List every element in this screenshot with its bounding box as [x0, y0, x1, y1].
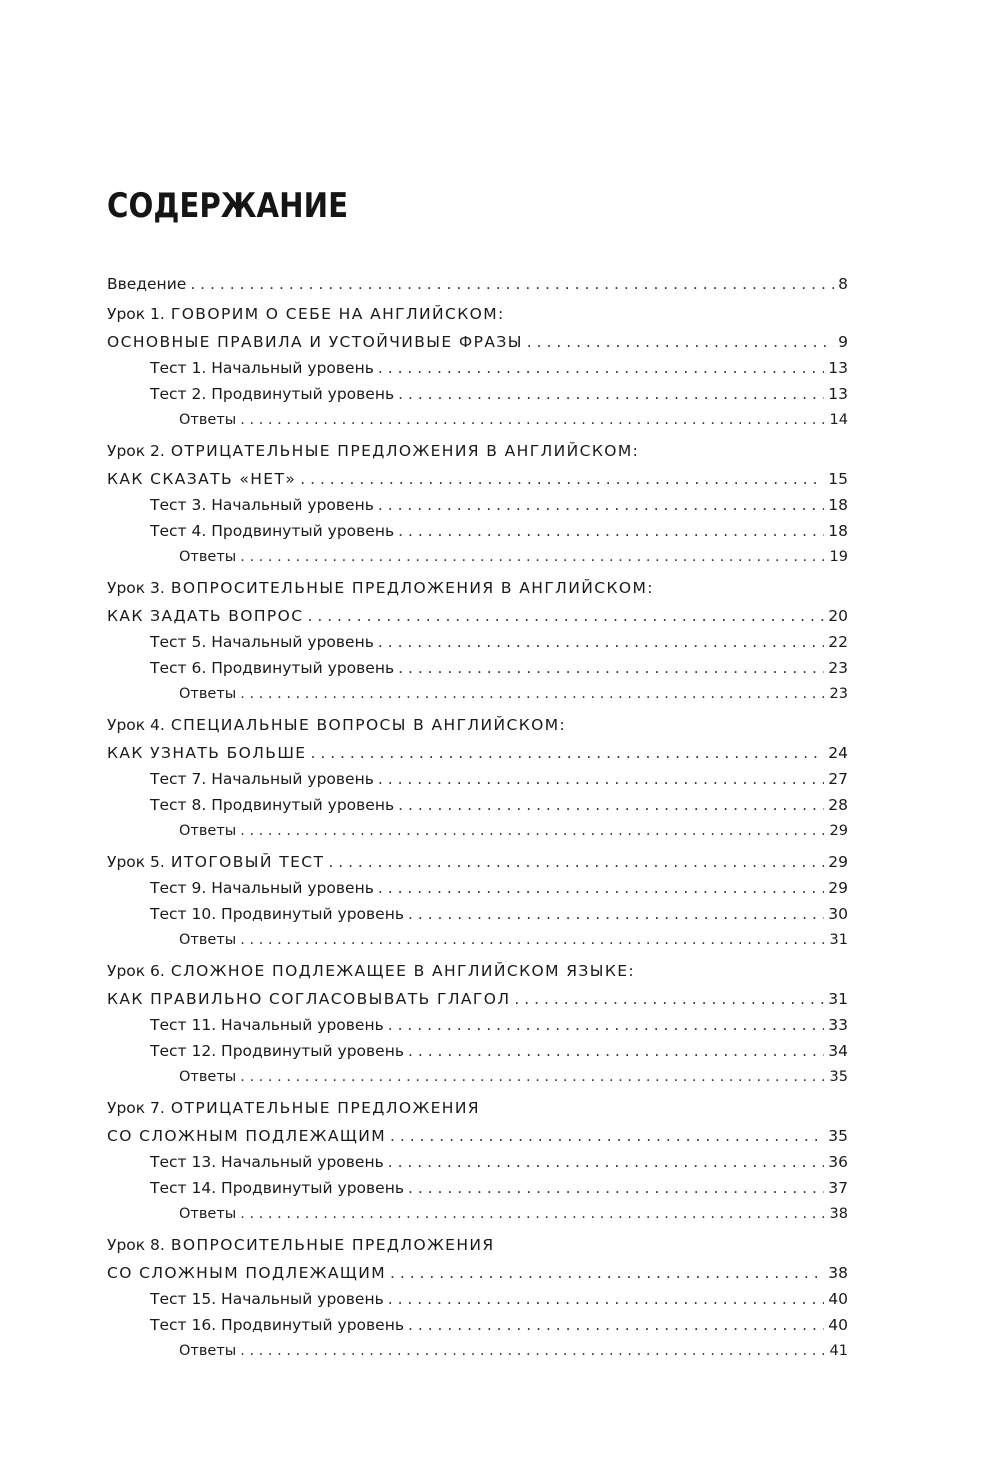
test-label: Тест 11. Начальный уровень	[150, 1016, 384, 1034]
toc-entry-answers[interactable]	[179, 1339, 848, 1363]
toc-entry-test[interactable]	[150, 382, 848, 406]
dot-leader	[240, 1065, 825, 1089]
toc-entry-test[interactable]	[150, 656, 848, 680]
toc-entry-answers[interactable]	[179, 819, 848, 843]
entry-label: Введение	[107, 275, 187, 293]
answers-label: Ответы	[179, 549, 237, 565]
toc-entry-test[interactable]	[150, 493, 848, 517]
dot-leader	[311, 741, 825, 765]
page-number: 24	[828, 744, 848, 762]
page-number: 13	[828, 359, 848, 377]
dot-leader	[240, 819, 825, 843]
page-number: 31	[828, 990, 848, 1008]
dot-leader	[398, 656, 824, 680]
dot-leader	[388, 1150, 825, 1174]
answers-label: Ответы	[179, 1206, 237, 1222]
lesson-heading-line1	[107, 1233, 495, 1257]
test-label: Тест 7. Начальный уровень	[150, 770, 374, 788]
page-number: 30	[828, 905, 848, 923]
test-label: Тест 5. Начальный уровень	[150, 633, 374, 651]
answers-label: Ответы	[179, 1069, 237, 1085]
page-number: 14	[829, 412, 848, 428]
dot-leader	[378, 630, 824, 654]
page-number: 38	[829, 1206, 848, 1222]
dot-leader	[408, 902, 824, 926]
toc-entry-answers[interactable]	[179, 545, 848, 569]
dot-leader	[408, 1039, 824, 1063]
answers-label: Ответы	[179, 1343, 237, 1359]
lesson-title-continued: КАК УЗНАТЬ БОЛЬШЕ	[107, 744, 307, 762]
dot-leader	[390, 1261, 824, 1285]
page-number: 22	[828, 633, 848, 651]
dot-leader	[390, 1124, 824, 1148]
page-number: 9	[838, 333, 848, 351]
answers-label: Ответы	[179, 412, 237, 428]
page-number: 23	[829, 686, 848, 702]
toc-entry-lesson[interactable]	[107, 330, 848, 354]
toc-entry-test[interactable]	[150, 1039, 848, 1063]
dot-leader	[378, 493, 824, 517]
page-number: 35	[829, 1069, 848, 1085]
toc-entry-test[interactable]	[150, 876, 848, 900]
lesson-title: СПЕЦИАЛЬНЫЕ ВОПРОСЫ В АНГЛИЙСКОМ:	[170, 716, 567, 734]
toc-entry-test[interactable]	[150, 1287, 848, 1311]
page-number: 28	[828, 796, 848, 814]
lesson-number: Урок 6.	[107, 962, 165, 980]
page-number: 29	[828, 879, 848, 897]
lesson-title-continued: СО СЛОЖНЫМ ПОДЛЕЖАЩИМ	[107, 1127, 386, 1145]
page-number: 35	[828, 1127, 848, 1145]
lesson-number: Урок 8.	[107, 1236, 165, 1254]
test-label: Тест 9. Начальный уровень	[150, 879, 374, 897]
dot-leader	[388, 1287, 825, 1311]
toc-entry-test[interactable]	[150, 356, 848, 380]
page-number: 38	[828, 1264, 848, 1282]
lesson-title: ВОПРОСИТЕЛЬНЫЕ ПРЕДЛОЖЕНИЯ	[170, 1236, 495, 1254]
test-label: Тест 4. Продвинутый уровень	[150, 522, 395, 540]
page-number: 20	[828, 607, 848, 625]
toc-entry-intro[interactable]	[107, 272, 848, 296]
dot-leader	[328, 850, 824, 874]
page-number: 33	[828, 1016, 848, 1034]
page-number: 15	[828, 470, 848, 488]
dot-leader	[388, 1013, 825, 1037]
toc-entry-lesson[interactable]	[107, 1261, 848, 1285]
toc-entry-test[interactable]	[150, 1150, 848, 1174]
lesson-title-continued: КАК СКАЗАТЬ «НЕТ»	[107, 470, 297, 488]
toc-entry-test[interactable]	[150, 767, 848, 791]
toc-entry-lesson[interactable]	[107, 987, 848, 1011]
test-label: Тест 12. Продвинутый уровень	[150, 1042, 404, 1060]
test-label: Тест 10. Продвинутый уровень	[150, 905, 404, 923]
dot-leader	[190, 272, 834, 296]
toc-entry-lesson[interactable]	[107, 741, 848, 765]
dot-leader	[398, 382, 824, 406]
lesson-title: ОТРИЦАТЕЛЬНЫЕ ПРЕДЛОЖЕНИЯ	[170, 1099, 480, 1117]
lesson-heading-line1	[107, 959, 635, 983]
lesson-heading-line1	[107, 576, 654, 600]
page-number: 29	[828, 853, 848, 871]
page-number: 31	[829, 932, 848, 948]
toc-entry-test[interactable]	[150, 519, 848, 543]
lesson-title: СЛОЖНОЕ ПОДЛЕЖАЩЕЕ В АНГЛИЙСКОМ ЯЗЫКЕ:	[170, 962, 636, 980]
dot-leader	[408, 1176, 824, 1200]
answers-label: Ответы	[179, 932, 237, 948]
dot-leader	[378, 767, 824, 791]
page-number: 18	[828, 496, 848, 514]
test-label: Тест 3. Начальный уровень	[150, 496, 374, 514]
lesson-number: Урок 1.	[107, 305, 165, 323]
lesson-title: ОТРИЦАТЕЛЬНЫЕ ПРЕДЛОЖЕНИЯ В АНГЛИЙСКОМ:	[170, 442, 640, 460]
test-label: Тест 6. Продвинутый уровень	[150, 659, 395, 677]
lesson-title-continued: КАК ПРАВИЛЬНО СОГЛАСОВЫВАТЬ ГЛАГОЛ	[107, 990, 511, 1008]
page-number: 36	[828, 1153, 848, 1171]
toc-entry-test[interactable]	[150, 1313, 848, 1337]
test-label: Тест 1. Начальный уровень	[150, 359, 374, 377]
dot-leader	[240, 1339, 825, 1363]
dot-leader	[514, 987, 824, 1011]
dot-leader	[378, 356, 824, 380]
lesson-title-continued: ОСНОВНЫЕ ПРАВИЛА И УСТОЙЧИВЫЕ ФРАЗЫ	[107, 333, 523, 351]
toc-entry-test[interactable]	[150, 630, 848, 654]
lesson-number: Урок 4.	[107, 716, 165, 734]
lesson-title-continued: СО СЛОЖНЫМ ПОДЛЕЖАЩИМ	[107, 1264, 386, 1282]
test-label: Тест 14. Продвинутый уровень	[150, 1179, 404, 1197]
toc-entry-lesson[interactable]	[107, 604, 848, 628]
lesson-title: ВОПРОСИТЕЛЬНЫЕ ПРЕДЛОЖЕНИЯ В АНГЛИЙСКОМ:	[170, 579, 654, 597]
page-number: 8	[838, 275, 848, 293]
test-label: Тест 16. Продвинутый уровень	[150, 1316, 404, 1334]
toc-entry-answers[interactable]	[179, 682, 848, 706]
page-title: СОДЕРЖАНИЕ	[107, 186, 349, 226]
lesson-heading-line1	[107, 302, 505, 326]
test-label: Тест 8. Продвинутый уровень	[150, 796, 395, 814]
test-label: Тест 13. Начальный уровень	[150, 1153, 384, 1171]
lesson-title-continued: КАК ЗАДАТЬ ВОПРОС	[107, 607, 304, 625]
page-number: 29	[829, 823, 848, 839]
lesson-number: Урок 2.	[107, 442, 165, 460]
toc-entry-lesson[interactable]	[107, 467, 848, 491]
toc-entry-answers[interactable]	[179, 928, 848, 952]
lesson-heading-line1	[107, 1096, 480, 1120]
dot-leader	[408, 1313, 824, 1337]
page-number: 40	[828, 1290, 848, 1308]
dot-leader	[398, 793, 824, 817]
toc-entry-lesson[interactable]	[107, 850, 848, 874]
dot-leader	[300, 467, 824, 491]
lesson-title: ГОВОРИМ О СЕБЕ НА АНГЛИЙСКОМ:	[170, 305, 505, 323]
test-label: Тест 15. Начальный уровень	[150, 1290, 384, 1308]
page-number: 40	[828, 1316, 848, 1334]
toc-entry-test[interactable]	[150, 793, 848, 817]
lesson-number: Урок 7.	[107, 1099, 165, 1117]
answers-label: Ответы	[179, 686, 237, 702]
lesson-title: ИТОГОВЫЙ ТЕСТ	[170, 853, 325, 871]
page-number: 19	[829, 549, 848, 565]
page-number: 13	[828, 385, 848, 403]
page-number: 34	[828, 1042, 848, 1060]
toc-entry-lesson[interactable]	[107, 1124, 848, 1148]
dot-leader	[240, 545, 825, 569]
lesson-number: Урок 5.	[107, 853, 165, 871]
toc-entry-test[interactable]	[150, 1176, 848, 1200]
lesson-number: Урок 3.	[107, 579, 165, 597]
page-number: 37	[828, 1179, 848, 1197]
lesson-heading-line1	[107, 713, 566, 737]
dot-leader	[527, 330, 834, 354]
test-label: Тест 2. Продвинутый уровень	[150, 385, 395, 403]
page-number: 23	[828, 659, 848, 677]
page-number: 41	[829, 1343, 848, 1359]
dot-leader	[240, 928, 825, 952]
dot-leader	[398, 519, 824, 543]
toc-entry-answers[interactable]	[179, 408, 848, 432]
page-number: 27	[828, 770, 848, 788]
toc-entry-answers[interactable]	[179, 1065, 848, 1089]
answers-label: Ответы	[179, 823, 237, 839]
page-number: 18	[828, 522, 848, 540]
dot-leader	[240, 1202, 825, 1226]
toc-entry-test[interactable]	[150, 902, 848, 926]
dot-leader	[378, 876, 824, 900]
dot-leader	[307, 604, 824, 628]
toc-entry-test[interactable]	[150, 1013, 848, 1037]
dot-leader	[240, 408, 825, 432]
toc-entry-answers[interactable]	[179, 1202, 848, 1226]
dot-leader	[240, 682, 825, 706]
lesson-heading-line1	[107, 439, 639, 463]
